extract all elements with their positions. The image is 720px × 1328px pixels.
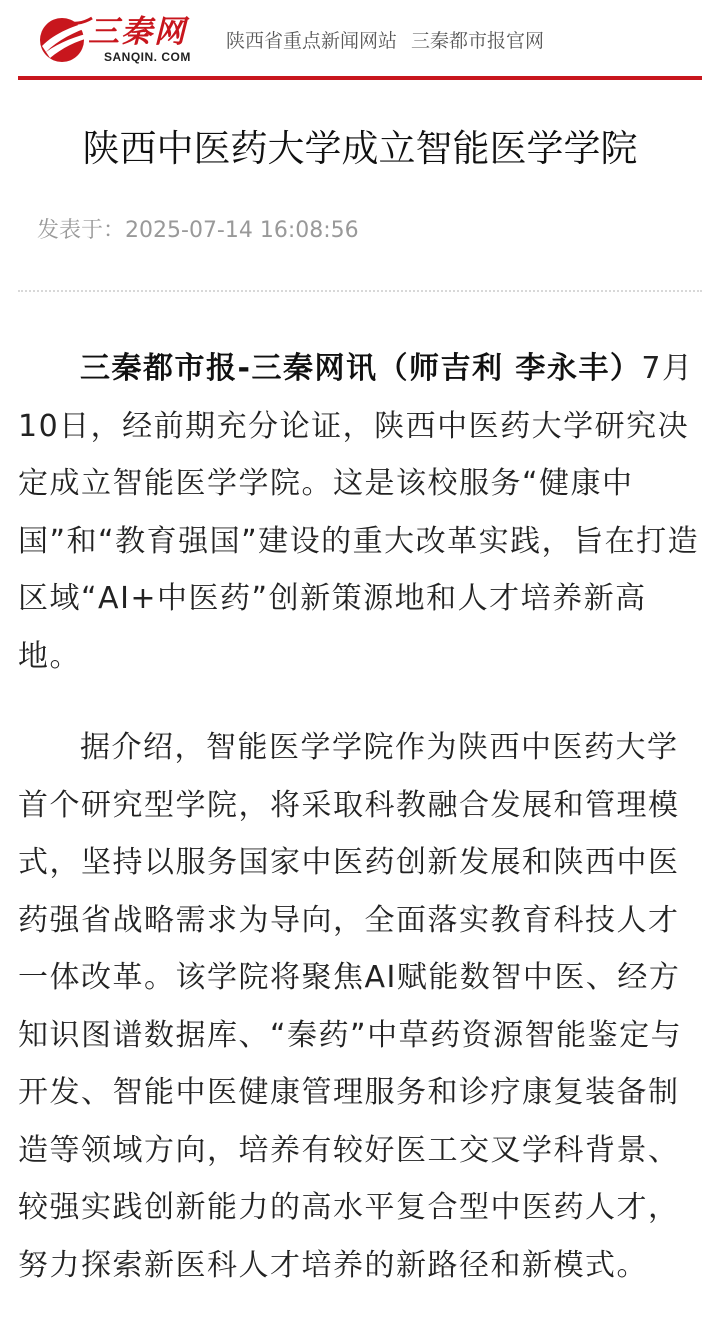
publish-time: 2025-07-14 16:08:56 (125, 218, 359, 243)
site-logo[interactable] (36, 12, 206, 66)
tagline-official-site: 三秦都市报官网 (411, 30, 545, 52)
logo-domain: SANQIN. COM (104, 50, 191, 64)
site-header (18, 0, 702, 80)
logo-emblem-icon (36, 12, 96, 66)
article-paragraph (18, 340, 704, 685)
logo-text: 三秦网 (88, 14, 187, 50)
article-body (18, 340, 704, 1328)
article-paragraph: 据介绍，智能医学学院作为陕西中医药大学首个研究型学院，将采取科教融合发展和管理模式，坚持以服务国家中医药创新发展和陕西中医药强省战略需求为导向，全面落实教育科技人才一体改革。该学院将聚焦AI赋能数智中医、经方知识图谱数据库、“秦药”中草药资源智能鉴定与开发、智能中医健康管理服务和诊疗康复装备制造等领域方向，培养有较好医工交叉学科背景、较强实践创新能力的高水平复合型中医药人才，努力探索新医科人才培养的新路径和新模式。 (18, 730, 683, 1283)
tagline-key-site: 陕西省重点新闻网站 (226, 30, 398, 52)
paragraph-text: 7月10日，经前期充分论证，陕西中医药大学研究决定成立智能医学学院。这是该校服务“健康中国”和“教育强国”建设的重大改革实践，旨在打造区域“AI+中医药”创新策源地和人才培养新高地。 (18, 351, 700, 674)
site-tagline (226, 28, 544, 54)
meta-divider (18, 290, 702, 292)
article-lead: 三秦都市报-三秦网讯（师吉利 李永丰） (80, 351, 642, 386)
publish-label: 发表于： (37, 218, 126, 243)
article-title: 陕西中医药大学成立智能医学学院 (82, 127, 638, 170)
article-meta (37, 214, 359, 248)
